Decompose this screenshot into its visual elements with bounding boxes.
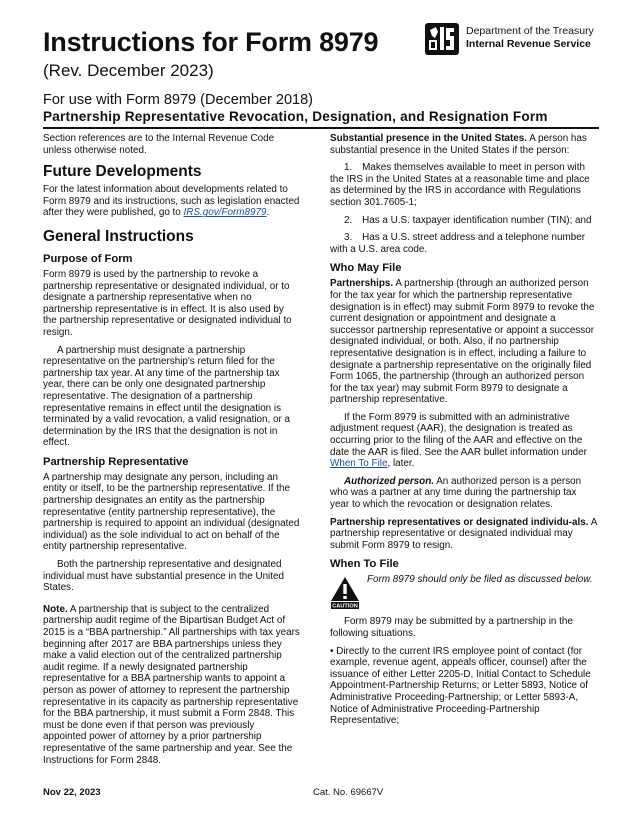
rep-paragraph-1: A partnership may designate any person, including an entity or itself, to be the partnership representative. If the partnership designates an entity as the partnership representative (entity partnership representative), the partnership is required to appoint an individual (designated individual) as the sole individual to act on behalf of the entity partnership representative. [43,471,300,553]
page-title: Instructions for Form 8979 [43,27,379,57]
caution-icon [330,576,360,610]
presence-item-2: 2. Has a U.S. taxpayer identification number (TIN); and [344,214,592,226]
presence-item-1: 1. Makes themselves available to meet in person with the IRS in the United States at a reasonable time and place as determined by the IRS in accordance with Regulations section 301.7605-1; [330,162,590,208]
purpose-paragraph-2: A partnership must designate a partnership representative on the partnership's return filed for the partnership tax year. At any time of the partnership tax year, there can be only one designated partnership representative. The designation of a partnership representative remains in effect until the designation is terminated by a valid revocation, a valid resignation, or a determination by the IRS that the designation is not in effect. [43,344,291,449]
partnerships-paragraph: Partnerships. A partnership (through an authorized person for the tax year for which the partnership representative designation is in effect) may submit Form 8979 to revoke the current designation or appointment and designate a successor partnership representative or appoint a successor designated individual, or both. Also, if no partnership representative designation is in effect, including a failure to designate a partnership representative on the originally filed Form 1065, the partnership (through an authorized person for the tax year) may submit Form 8979 to designate a partnership representative. [330,278,595,406]
caution-label: CAUTION [332,604,358,611]
rep-paragraph-2: Both the partnership representative and designated individual must have substantial presence in the United States. [43,559,284,594]
when-to-file-heading: When To File [330,558,399,571]
footer-date: Nov 22, 2023 [43,787,101,798]
for-use-line: For use with Form 8979 (December 2018) [43,92,313,108]
caution-text: Form 8979 should only be filed as discussed below. [367,574,593,586]
presence-item-3: 3. Has a U.S. street address and a telephone number with a U.S. area code. [330,232,585,255]
purpose-heading: Purpose of Form [43,252,133,265]
note-paragraph: Note. A partnership that is subject to the centralized partnership audit regime of the Bipartisan Budget Act of 2015 is a “BBA partnership.” All partnerships with tax years beginning after 2017 are BBA partnerships unless they make a valid election out of the centralized partnership audit regime. If a newly designated partnership representative for a BBA partnership wants to appoint a person as power of attorney to represent the partnership representative in its capacity as partnership representative for the BBA partnership, it must submit a Form 2848. This must be done even if that person was previously appointed power of attorney by a prior partnership representative of the same partnership and year. See the Instructions for Form 2848. [43,603,300,766]
form-subtitle: Partnership Representative Revocation, Designation, and Resignation Form [43,109,599,129]
who-may-file-heading: Who May File [330,262,402,275]
when-to-file-link[interactable]: When To File [330,458,388,470]
agency-department: Department of the Treasury [466,25,594,37]
irs-eagle-logo-icon [424,22,460,56]
caution-note [330,574,598,610]
when-to-file-paragraph: Form 8979 may be submitted by a partnership in the following situations. [330,616,573,639]
intro-text: Section references are to the Internal Revenue Code unless otherwise noted. [43,133,275,156]
purpose-paragraph-1: Form 8979 is used by the partnership to revoke a partnership representative or designated individual, or to designate a partnership representative when no partnership representative is in effect. It is also used by the partnership representative or designated individual to resign. [43,268,292,338]
future-developments-text: For the latest information about developments related to Form 8979 and its instructions, such as legislation enacted after they were published, go to IRS.gov/Form8979. [43,184,300,219]
presence-paragraph: Substantial presence in the United States. A person has substantial presence in the United States if the person: [330,133,587,156]
future-developments-heading: Future Developments [43,163,202,181]
left-column [43,133,300,772]
general-instructions-heading: General Instructions [43,227,194,245]
right-column [330,133,598,733]
authorized-person-paragraph: Authorized person. An authorized person is a person who was a partner at any time during the partnership tax year to which the revocation or designation relates. [330,475,582,511]
reps-resign-paragraph: Partnership representatives or designated individu-als. A partnership representative or designated individual may submit Form 8979 to resign. [330,516,597,551]
footer-catalog-number: Cat. No. 69667V [313,787,384,798]
when-to-file-bullet-1: • Directly to the current IRS employee point of contact (for example, revenue agent, appeals officer, counsel) after the issuance of either Letter 2205-D, Initial Contact to Schedule Appointment-Partnership Returns; or Letter 5893, Notice of Administrative Proceeding-Partnership; or Letter 5893-A, Notice of Administrative Proceeding-Partnership Representative; [330,645,591,727]
agency-block [424,22,594,56]
irs-gov-form8979-link[interactable]: IRS.gov/Form8979 [183,207,267,219]
revision-date: (Rev. December 2023) [43,61,214,80]
agency-name: Internal Revenue Service [466,38,591,50]
aar-paragraph: If the Form 8979 is submitted with an administrative adjustment request (AAR), the designation is treated as occurring prior to the filing of the AAR and effective on the date the AAR is filed. See the AAR bullet information under When To File, later. [330,411,587,470]
partnership-representative-heading: Partnership Representative [43,455,189,468]
